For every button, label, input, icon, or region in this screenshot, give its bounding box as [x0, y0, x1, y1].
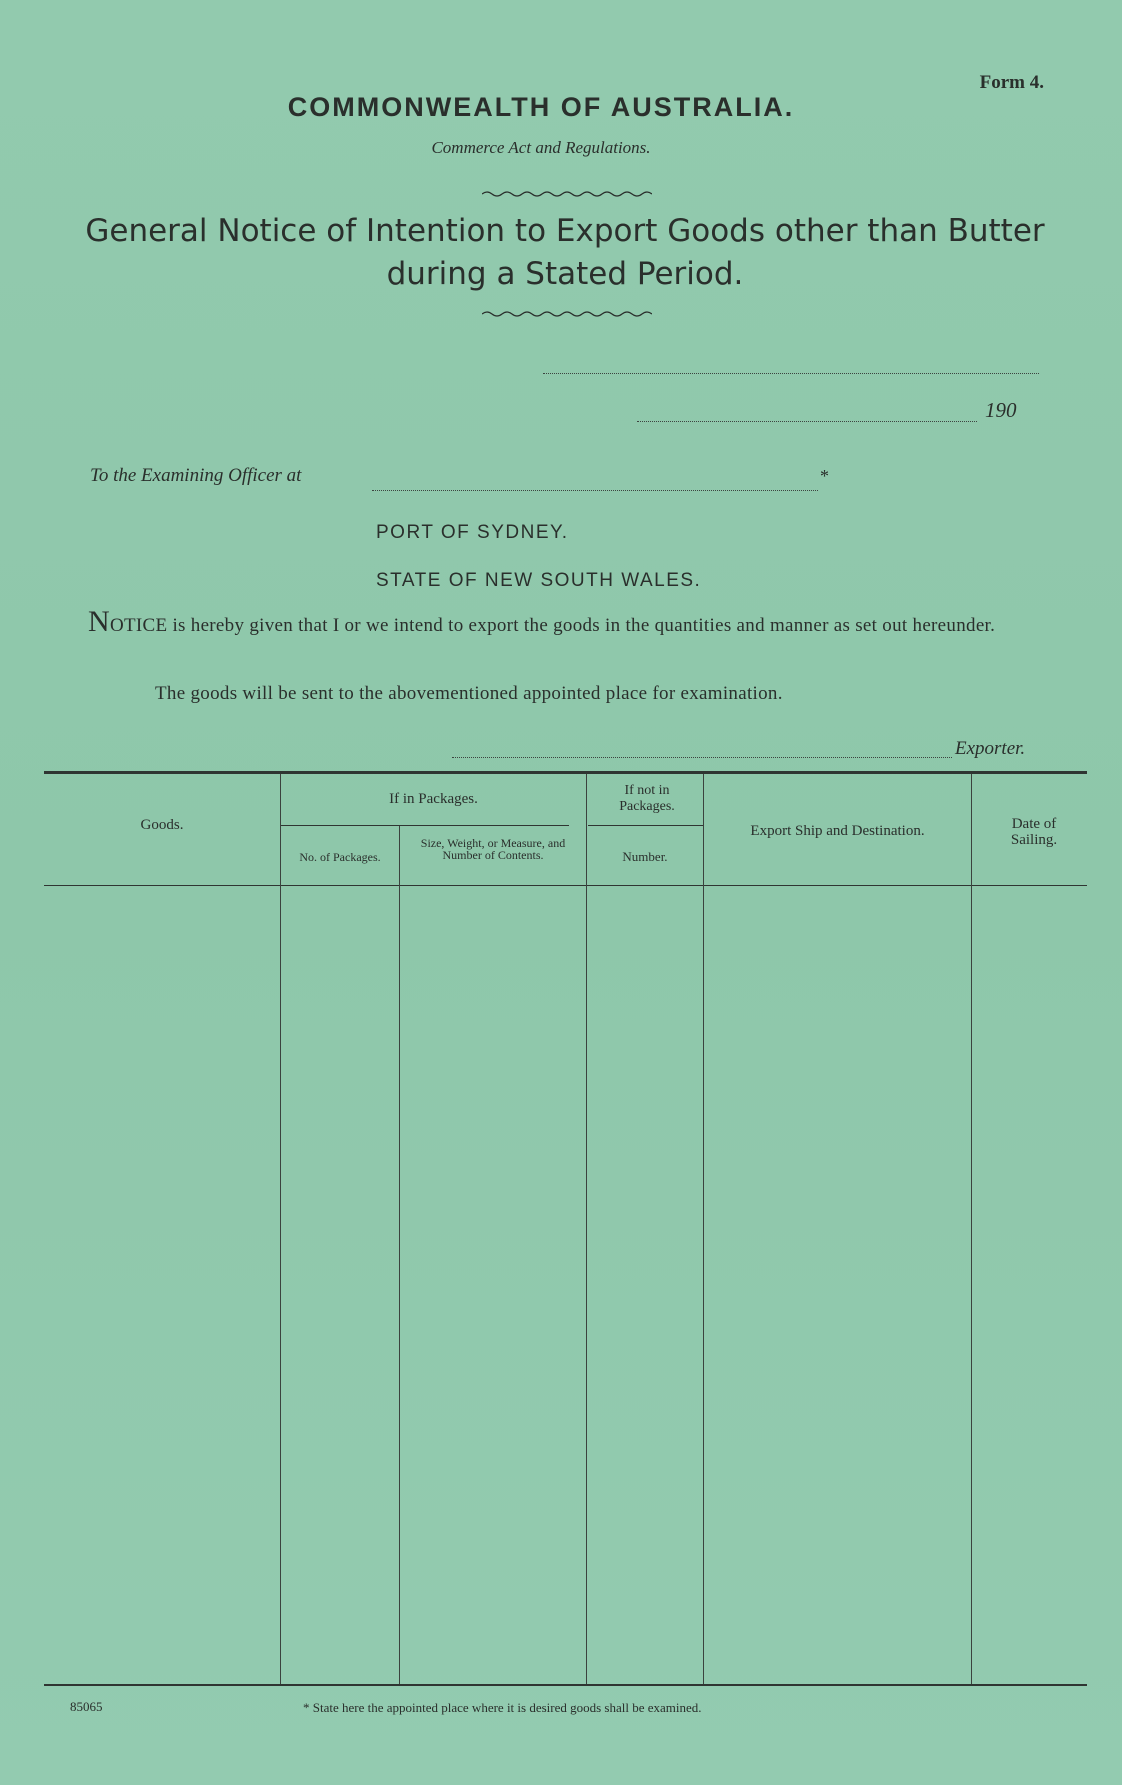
number-header: Number. — [622, 849, 668, 864]
form-code: 85065 — [70, 1699, 103, 1714]
footnote: * State here the appointed place where it is desired goods shall be examined. — [303, 1700, 702, 1715]
place-line[interactable] — [543, 373, 1039, 374]
table-bottom-rule — [44, 1684, 1087, 1686]
ornament-rule — [482, 310, 652, 318]
size-weight-cell[interactable] — [400, 886, 586, 1684]
form-title — [60, 210, 1070, 296]
title-line-1: General Notice of Intention to Export Goods other than Butter — [85, 213, 1045, 249]
export-ship-header: Export Ship and Destination. — [750, 823, 925, 839]
goods-cell[interactable] — [44, 886, 280, 1684]
examination-statement: The goods will be sent to the abovementioned appointed place for examination. — [155, 683, 783, 704]
title-line-2: during a Stated Period. — [386, 256, 744, 292]
packages-subheader-rule — [281, 825, 569, 826]
notice-initial: N — [88, 605, 110, 638]
year-label: 190 — [985, 398, 1017, 422]
state-label: STATE OF NEW SOUTH WALES. — [376, 570, 702, 591]
form-number: Form 4. — [979, 72, 1044, 93]
ornament-rule — [482, 190, 652, 198]
port-label: PORT OF SYDNEY. — [376, 522, 569, 543]
size-weight-header: Size, Weight, or Measure, and Number of Contents. — [420, 836, 566, 862]
date-line[interactable] — [637, 421, 977, 422]
no-of-packages-header: No. of Packages. — [299, 850, 381, 864]
table-top-rule — [44, 771, 1087, 774]
export-ship-cell[interactable] — [704, 886, 971, 1684]
addressee-label: To the Examining Officer at — [90, 465, 302, 486]
exporter-signature-line[interactable] — [452, 757, 952, 758]
number-cell[interactable] — [587, 886, 703, 1684]
notice-text — [88, 605, 1048, 638]
act-subtitle: Commerce Act and Regulations. — [431, 138, 651, 157]
date-of-sailing-header: Date of Sailing. — [1010, 816, 1058, 848]
footnote-asterisk: * — [820, 466, 829, 486]
goods-header: Goods. — [140, 817, 184, 833]
number-subheader-rule — [588, 825, 703, 826]
exporter-label: Exporter. — [955, 738, 1026, 759]
examining-place-field[interactable] — [372, 490, 818, 491]
goods-table — [44, 771, 1087, 1686]
no-of-packages-cell[interactable] — [281, 886, 399, 1684]
if-in-packages-header: If in Packages. — [389, 791, 478, 807]
date-of-sailing-cell[interactable] — [972, 886, 1087, 1684]
if-not-in-packages-header: If not in Packages. — [619, 783, 675, 814]
notice-body: OTICE is hereby given that I or we intend to export the goods in the quantities and manner as set out hereunder. — [109, 615, 996, 636]
country-heading: COMMONWEALTH OF AUSTRALIA. — [287, 92, 795, 122]
